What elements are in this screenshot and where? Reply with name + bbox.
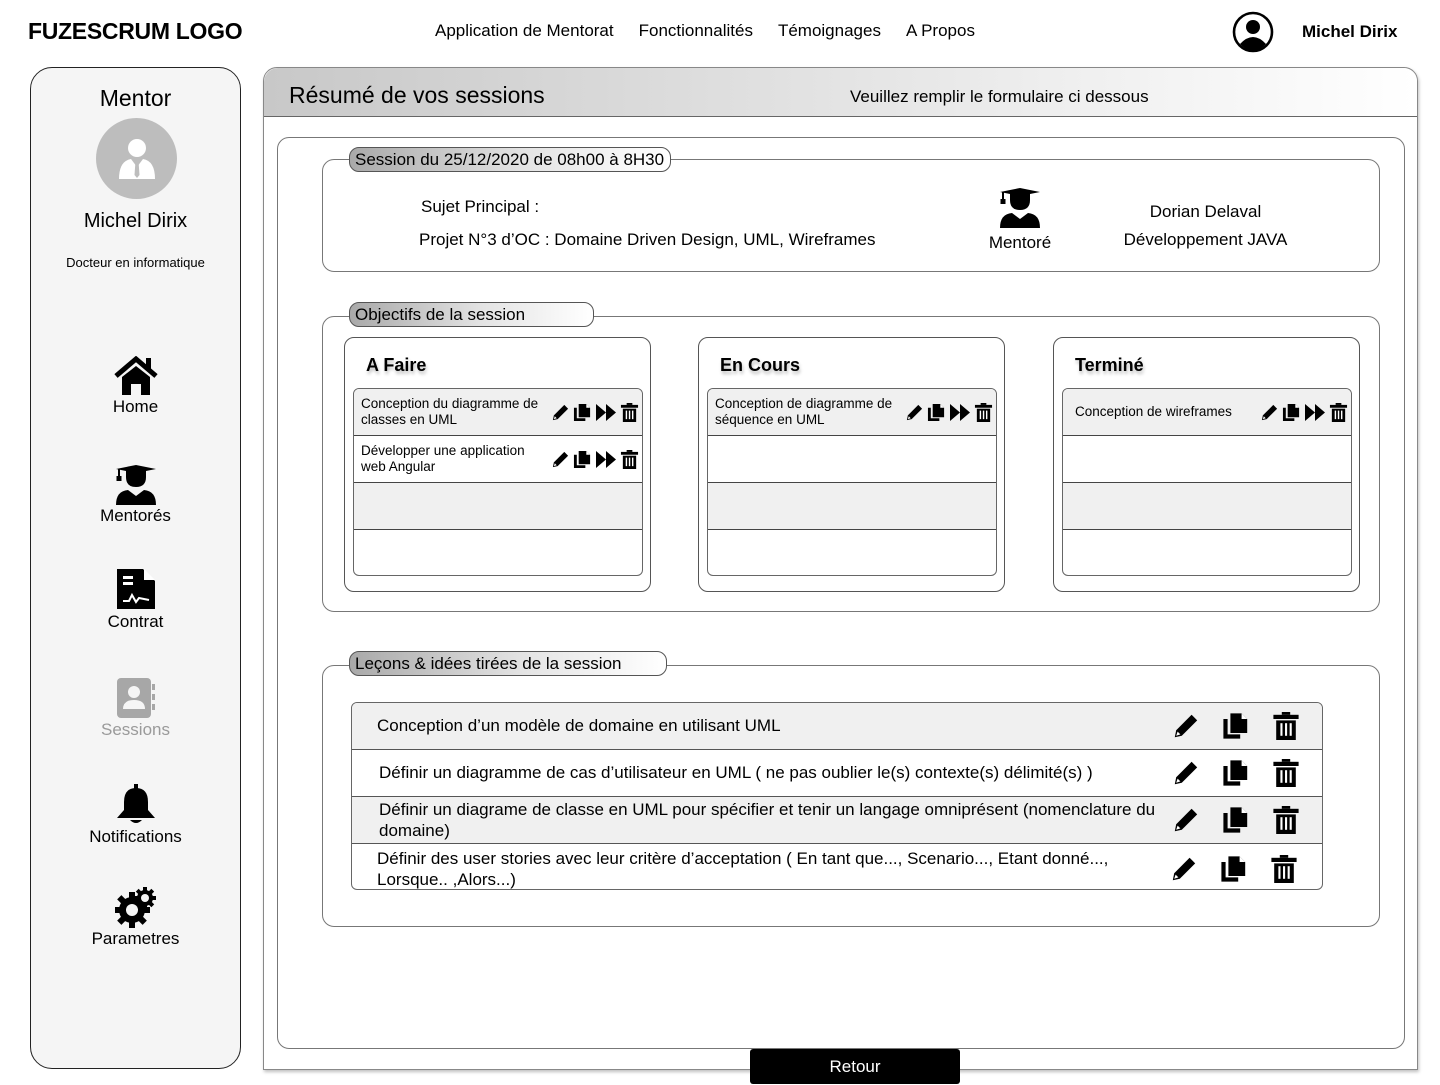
copy-icon[interactable] bbox=[1282, 403, 1301, 422]
forward-icon[interactable] bbox=[595, 450, 617, 469]
column-title: En Cours bbox=[720, 355, 801, 375]
contact-book-icon bbox=[115, 677, 157, 719]
empty-slot bbox=[708, 436, 996, 483]
objective-text: Développer une application web Angular bbox=[361, 443, 525, 474]
trash-icon[interactable] bbox=[974, 403, 993, 422]
objective-item[interactable] bbox=[354, 436, 642, 483]
mentee-badge bbox=[985, 186, 1055, 253]
back-button[interactable]: Retour bbox=[750, 1049, 960, 1084]
lesson-text: Définir un diagramme de cas d’utilisateur en UML ( ne pas oublier le(s) contexte(s) délimité(s) ) bbox=[379, 763, 1093, 782]
edit-icon[interactable] bbox=[1170, 855, 1198, 883]
user-name[interactable]: Michel Dirix bbox=[1302, 22, 1398, 41]
trash-icon[interactable] bbox=[1272, 712, 1300, 740]
lesson-text: Définir des user stories avec leur critère d’acceptation ( En tant que..., Scenario..., Etant donné..., Lorsque.. ,Alors...) bbox=[377, 849, 1109, 889]
session-info-group bbox=[322, 150, 1380, 272]
objectives-legend: Objectifs de la session bbox=[349, 302, 594, 327]
objective-item[interactable] bbox=[708, 389, 996, 436]
lesson-item[interactable] bbox=[352, 797, 1322, 844]
sidebar-item-mentores[interactable] bbox=[31, 463, 240, 526]
kanban-column-todo bbox=[344, 337, 651, 592]
nav-link-a-propos[interactable]: A Propos bbox=[905, 21, 975, 40]
sidebar-item-parametres[interactable] bbox=[31, 886, 240, 949]
nav-link-temoignages[interactable]: Témoignages bbox=[777, 21, 881, 40]
sidebar-item-label: Parametres bbox=[91, 929, 180, 948]
empty-slot bbox=[708, 483, 996, 530]
edit-icon[interactable] bbox=[1172, 806, 1200, 834]
sidebar-item-notifications[interactable] bbox=[31, 782, 240, 847]
empty-slot bbox=[1063, 483, 1351, 530]
mentee-label: Mentoré bbox=[988, 233, 1052, 252]
item-actions bbox=[1260, 403, 1348, 422]
copy-icon[interactable] bbox=[1220, 855, 1248, 883]
top-nav bbox=[435, 21, 975, 41]
sidebar-item-label: Contrat bbox=[107, 612, 164, 631]
main-panel bbox=[263, 67, 1418, 1076]
column-title: Terminé bbox=[1075, 355, 1144, 375]
gears-icon bbox=[115, 886, 157, 928]
edit-icon[interactable] bbox=[1260, 403, 1279, 422]
bell-icon bbox=[115, 782, 157, 826]
page-title: Résumé de vos sessions bbox=[289, 82, 545, 108]
lesson-actions bbox=[1170, 855, 1298, 883]
businessman-icon bbox=[115, 137, 159, 181]
objective-list bbox=[353, 388, 643, 576]
item-actions bbox=[551, 403, 639, 422]
kanban-column-in-progress bbox=[698, 337, 1005, 592]
sidebar-item-contrat[interactable] bbox=[31, 567, 240, 632]
lessons-group bbox=[322, 654, 1380, 927]
objective-item[interactable] bbox=[354, 389, 642, 436]
app-logo[interactable]: FUZESCRUM LOGO bbox=[28, 18, 243, 44]
objective-text: Conception de diagramme de séquence en UML bbox=[715, 396, 893, 427]
edit-icon[interactable] bbox=[905, 403, 924, 422]
lesson-actions bbox=[1172, 806, 1300, 834]
edit-icon[interactable] bbox=[551, 403, 570, 422]
sidebar-item-label: Sessions bbox=[101, 720, 170, 739]
sidebar bbox=[30, 67, 241, 1069]
empty-slot bbox=[354, 530, 642, 576]
trash-icon[interactable] bbox=[1270, 855, 1298, 883]
lesson-text: Définir un diagrame de classe en UML pour spécifier et tenir un langage omniprésent (nomenclature du domaine) bbox=[379, 800, 1156, 840]
objective-text: Conception de wireframes bbox=[1075, 404, 1232, 419]
user-menu[interactable] bbox=[1232, 11, 1397, 53]
lesson-text: Conception d’un modèle de domaine en utilisant UML bbox=[377, 716, 781, 735]
column-title: A Faire bbox=[366, 355, 427, 375]
session-legend: Session du 25/12/2020 de 08h00 à 8H30 bbox=[349, 147, 671, 172]
graduate-icon bbox=[998, 186, 1042, 228]
empty-slot bbox=[708, 530, 996, 576]
contract-icon bbox=[115, 567, 157, 611]
profile-name: Michel Dirix bbox=[83, 210, 188, 232]
page-subtitle: Veuillez remplir le formulaire ci dessous bbox=[850, 87, 1149, 106]
copy-icon[interactable] bbox=[573, 403, 592, 422]
mentee-info bbox=[1103, 198, 1308, 254]
copy-icon[interactable] bbox=[927, 403, 946, 422]
copy-icon[interactable] bbox=[573, 450, 592, 469]
trash-icon[interactable] bbox=[1272, 806, 1300, 834]
graduate-icon bbox=[114, 463, 158, 505]
lesson-actions bbox=[1172, 759, 1300, 787]
empty-slot bbox=[354, 483, 642, 530]
sidebar-item-label: Notifications bbox=[89, 827, 182, 846]
kanban-column-done bbox=[1053, 337, 1360, 592]
sidebar-item-home[interactable] bbox=[31, 356, 240, 417]
home-icon bbox=[114, 356, 158, 396]
panel-header bbox=[264, 68, 1417, 117]
objective-list bbox=[707, 388, 997, 576]
copy-icon[interactable] bbox=[1222, 712, 1250, 740]
forward-icon[interactable] bbox=[595, 403, 617, 422]
objective-text: Conception du diagramme de classes en UML bbox=[361, 396, 539, 427]
subject-label: Sujet Principal : bbox=[421, 197, 540, 216]
profile-avatar bbox=[96, 118, 177, 199]
trash-icon[interactable] bbox=[620, 403, 639, 422]
nav-link-fonctionnalites[interactable]: Fonctionnalités bbox=[638, 21, 753, 40]
lesson-item[interactable] bbox=[352, 750, 1322, 797]
objectives-group bbox=[322, 305, 1380, 612]
edit-icon[interactable] bbox=[1172, 712, 1200, 740]
item-actions bbox=[551, 450, 639, 469]
item-actions bbox=[905, 403, 993, 422]
sidebar-role-title: Mentor bbox=[99, 85, 172, 111]
lesson-item[interactable] bbox=[352, 703, 1322, 750]
empty-slot bbox=[1063, 530, 1351, 576]
form-container bbox=[277, 137, 1405, 1076]
objective-list bbox=[1062, 388, 1352, 576]
edit-icon[interactable] bbox=[1172, 759, 1200, 787]
trash-icon[interactable] bbox=[1329, 403, 1348, 422]
sidebar-item-label: Home bbox=[112, 397, 159, 416]
mentee-name: Dorian Delaval bbox=[1149, 202, 1262, 221]
lesson-item[interactable] bbox=[352, 844, 1322, 890]
subject-value: Projet N°3 d’OC : Domaine Driven Design, UML, Wireframes bbox=[419, 230, 876, 249]
mentee-track: Développement JAVA bbox=[1123, 230, 1288, 249]
copy-icon[interactable] bbox=[1222, 806, 1250, 834]
trash-icon[interactable] bbox=[1272, 759, 1300, 787]
edit-icon[interactable] bbox=[551, 450, 570, 469]
user-circle-icon[interactable] bbox=[1232, 11, 1274, 53]
sidebar-item-label: Mentorés bbox=[100, 506, 171, 525]
profile-role: Docteur en informatique bbox=[66, 255, 205, 270]
nav-link-application[interactable]: Application de Mentorat bbox=[435, 21, 614, 40]
lessons-list bbox=[351, 702, 1323, 890]
lessons-legend: Leçons & idées tirées de la session bbox=[349, 651, 667, 676]
lesson-actions bbox=[1172, 712, 1300, 740]
trash-icon[interactable] bbox=[620, 450, 639, 469]
forward-icon[interactable] bbox=[1304, 403, 1326, 422]
copy-icon[interactable] bbox=[1222, 759, 1250, 787]
objective-item[interactable] bbox=[1063, 389, 1351, 436]
sidebar-item-sessions[interactable] bbox=[31, 677, 240, 740]
empty-slot bbox=[1063, 436, 1351, 483]
forward-icon[interactable] bbox=[949, 403, 971, 422]
